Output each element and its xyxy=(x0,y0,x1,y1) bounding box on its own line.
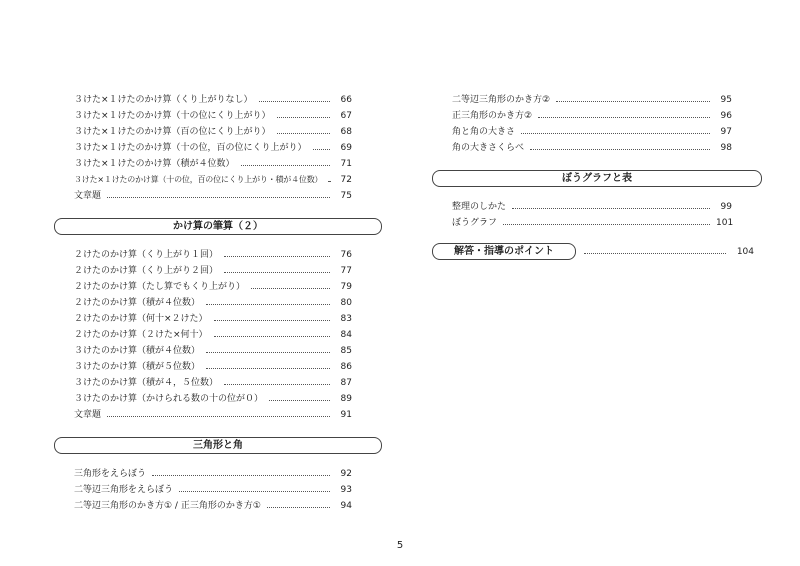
entry-page: 91 xyxy=(340,410,352,420)
leader-dots xyxy=(206,367,330,369)
leader-dots xyxy=(313,148,330,150)
leader-dots xyxy=(269,399,330,401)
toc-entry[interactable] xyxy=(54,391,382,407)
entry-page: 104 xyxy=(736,246,754,257)
toc-entry[interactable] xyxy=(54,407,382,423)
entry-label: ３けた×１けたのかけ算（十の位，百の位にくり上がり） xyxy=(74,143,307,153)
leader-dots xyxy=(214,335,330,337)
entry-label: ３けた×１けたのかけ算（くり上がりなし） xyxy=(74,95,253,105)
entry-page: 101 xyxy=(716,218,734,228)
toc-entry[interactable] xyxy=(54,327,382,343)
multiplication-2-entries xyxy=(54,247,382,423)
leader-dots xyxy=(277,116,330,118)
entry-label: 文章題 xyxy=(74,191,102,201)
leader-dots xyxy=(224,271,330,273)
leader-dots xyxy=(214,319,330,321)
entry-label: ３けた×１けたのかけ算（十の位にくり上がり） xyxy=(74,111,271,121)
entry-label: ３けた×１けたのかけ算（十の位，百の位にくり上がり・積が４位数） xyxy=(74,175,323,184)
toc-entry[interactable] xyxy=(54,466,382,482)
right-column xyxy=(432,92,762,260)
right-top-entries xyxy=(432,92,762,156)
entry-label: 整理のしかた xyxy=(452,202,507,212)
entry-page: 79 xyxy=(340,282,352,292)
entry-page: 87 xyxy=(340,378,352,388)
leader-dots xyxy=(328,180,330,182)
toc-entry[interactable] xyxy=(54,311,382,327)
entry-label: 二等辺三角形のかき方② xyxy=(452,95,551,105)
entry-page: 77 xyxy=(340,266,352,276)
entry-page: 80 xyxy=(340,298,352,308)
toc-entry[interactable] xyxy=(54,140,382,156)
entry-page: 67 xyxy=(340,111,352,121)
toc-entry[interactable] xyxy=(54,375,382,391)
entry-page: 76 xyxy=(340,250,352,260)
triangles-angles-entries xyxy=(54,466,382,514)
entry-label: 二等辺三角形のかき方① / 正三角形のかき方① xyxy=(74,501,261,511)
bar-graphs-entries xyxy=(432,199,762,231)
leader-dots xyxy=(107,196,330,198)
leader-dots xyxy=(224,255,330,257)
leader-dots xyxy=(251,287,330,289)
leader-dots xyxy=(206,303,330,305)
entry-page: 68 xyxy=(340,127,352,137)
leader-dots xyxy=(152,474,330,476)
toc-entry[interactable] xyxy=(54,172,382,188)
entry-label: 角の大きさくらべ xyxy=(452,143,525,153)
entry-page: 84 xyxy=(340,330,352,340)
leader-dots xyxy=(530,148,710,150)
entry-label: ２けたのかけ算（何十×２けた） xyxy=(74,314,208,324)
entry-label: 三角形をえらぼう xyxy=(74,469,147,479)
entry-page: 98 xyxy=(720,143,732,153)
entry-page: 97 xyxy=(720,127,732,137)
entry-label: ２けたのかけ算（たし算でもくり上がり） xyxy=(74,282,246,292)
toc-entry[interactable] xyxy=(54,295,382,311)
entry-label: ２けたのかけ算（２けた×何十） xyxy=(74,330,208,340)
entry-page: 99 xyxy=(720,202,732,212)
entry-label: 二等辺三角形をえらぼう xyxy=(74,485,174,495)
entry-page: 89 xyxy=(340,394,352,404)
toc-entry[interactable] xyxy=(432,124,762,140)
leader-dots xyxy=(584,252,726,254)
section-header-bar-graphs-tables: ぼうグラフと表 xyxy=(432,170,762,187)
leader-dots xyxy=(206,351,330,353)
leader-dots xyxy=(503,223,710,225)
entry-page: 69 xyxy=(340,143,352,153)
entry-page: 75 xyxy=(340,191,352,201)
toc-entry[interactable] xyxy=(432,140,762,156)
entry-label: ３けたのかけ算（かけられる数の十の位が０） xyxy=(74,394,264,404)
entry-page: 92 xyxy=(340,469,352,479)
entry-label: ３けたのかけ算（積が４位数） xyxy=(74,346,201,356)
entry-label: 角と角の大きさ xyxy=(452,127,516,137)
leader-dots xyxy=(521,132,710,134)
toc-entry[interactable] xyxy=(54,279,382,295)
left-top-entries xyxy=(54,92,382,204)
leader-dots xyxy=(512,207,710,209)
leader-dots xyxy=(259,100,330,102)
leader-dots xyxy=(277,132,330,134)
toc-entry[interactable] xyxy=(54,359,382,375)
leader-dots xyxy=(107,415,330,417)
entry-label: ３けたのかけ算（積が４，５位数） xyxy=(74,378,219,388)
entry-page: 86 xyxy=(340,362,352,372)
entry-page: 94 xyxy=(340,501,352,511)
section-header-triangles-angles: 三角形と角 xyxy=(54,437,382,454)
toc-entry[interactable] xyxy=(54,108,382,124)
answers-row[interactable] xyxy=(432,243,762,260)
toc-entry[interactable] xyxy=(54,498,382,514)
toc-entry[interactable] xyxy=(54,263,382,279)
entry-page: 95 xyxy=(720,95,732,105)
entry-label: ２けたのかけ算（くり上がり２回） xyxy=(74,266,219,276)
toc-entry[interactable] xyxy=(432,199,762,215)
leader-dots xyxy=(224,383,330,385)
entry-label: ３けた×１けたのかけ算（積が４位数） xyxy=(74,159,235,169)
toc-entry[interactable] xyxy=(432,92,762,108)
entry-page: 83 xyxy=(340,314,352,324)
entry-label: ３けた×１けたのかけ算（百の位にくり上がり） xyxy=(74,127,271,137)
entry-page: 66 xyxy=(340,95,352,105)
entry-label: ３けたのかけ算（積が５位数） xyxy=(74,362,201,372)
toc-entry[interactable] xyxy=(432,108,762,124)
entry-label: 文章題 xyxy=(74,410,102,420)
entry-label: ぼうグラフ xyxy=(452,218,498,228)
leader-dots xyxy=(556,100,710,102)
toc-entry[interactable] xyxy=(54,247,382,263)
left-column xyxy=(54,92,382,514)
toc-entry[interactable] xyxy=(54,482,382,498)
toc-entry[interactable] xyxy=(54,343,382,359)
leader-dots xyxy=(179,490,330,492)
section-header-answers: 解答・指導のポイント xyxy=(432,243,576,260)
entry-page: 71 xyxy=(340,159,352,169)
toc-entry[interactable] xyxy=(54,124,382,140)
entry-page: 85 xyxy=(340,346,352,356)
toc-entry[interactable] xyxy=(54,188,382,204)
leader-dots xyxy=(538,116,710,118)
entry-label: 正三角形のかき方② xyxy=(452,111,533,121)
toc-entry[interactable] xyxy=(54,156,382,172)
leader-dots xyxy=(267,506,330,508)
entry-page: 93 xyxy=(340,485,352,495)
entry-label: ２けたのかけ算（積が４位数） xyxy=(74,298,201,308)
entry-label: ２けたのかけ算（くり上がり１回） xyxy=(74,250,219,260)
entry-page: 72 xyxy=(340,175,352,185)
toc-entry[interactable] xyxy=(54,92,382,108)
section-header-multiplication-2: かけ算の筆算（２） xyxy=(54,218,382,235)
entry-page: 96 xyxy=(720,111,732,121)
leader-dots xyxy=(241,164,330,166)
toc-entry[interactable] xyxy=(432,215,762,231)
page-number: 5 xyxy=(396,540,404,551)
